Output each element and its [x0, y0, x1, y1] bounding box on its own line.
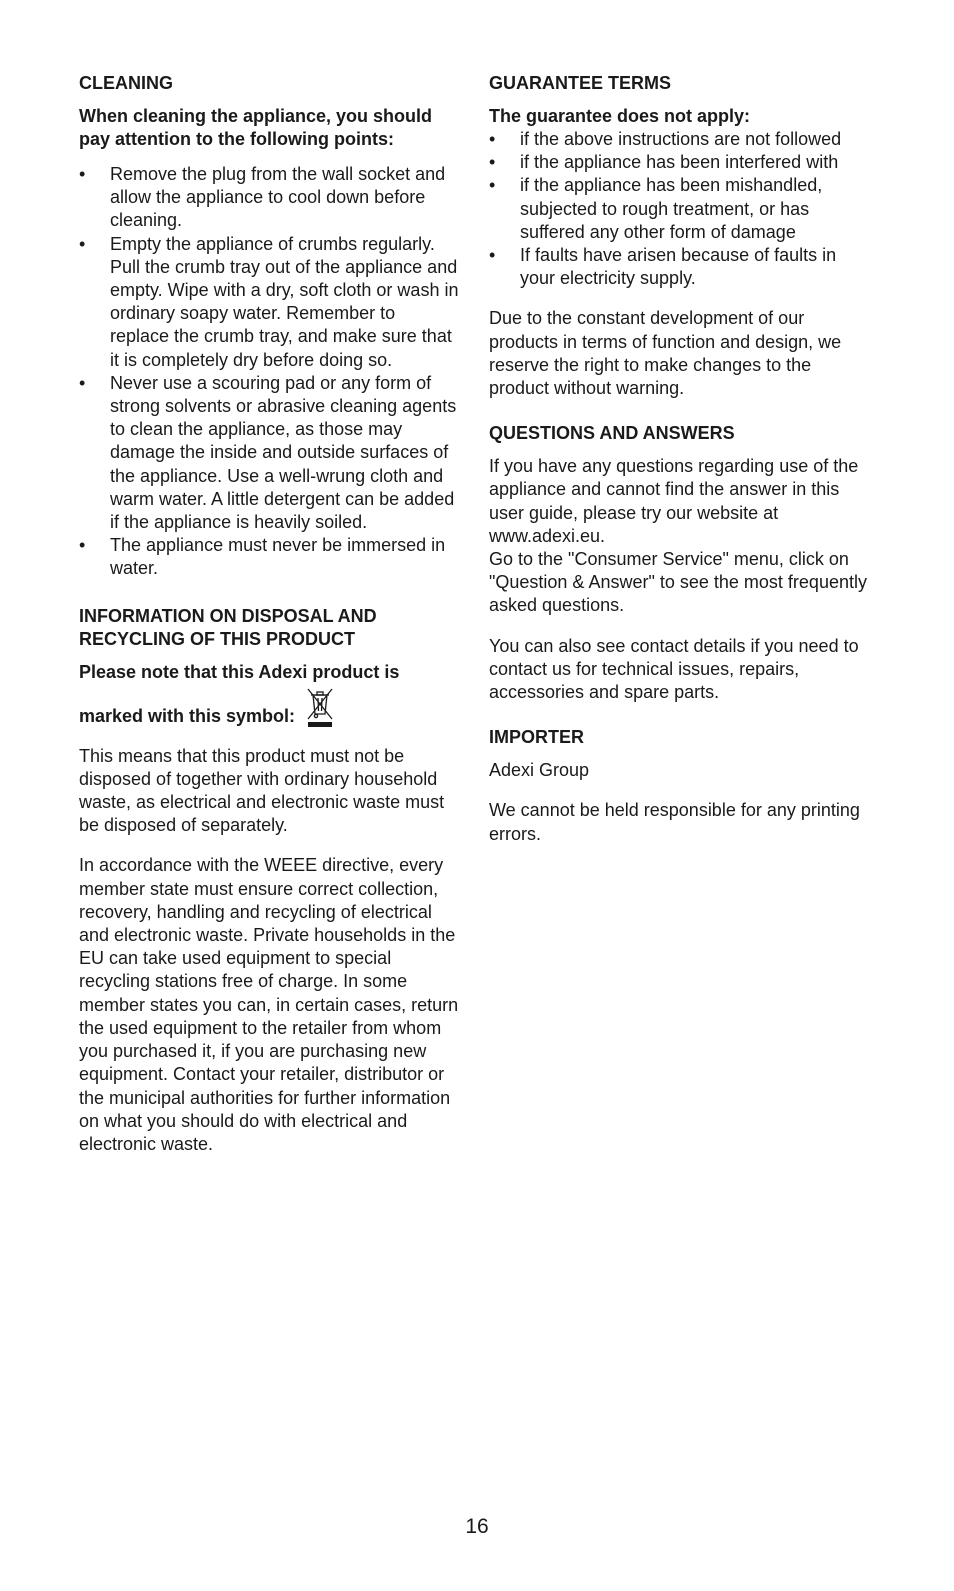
page-number: 16 — [465, 1515, 489, 1538]
qa-heading: QUESTIONS AND ANSWERS — [489, 423, 735, 444]
left-column — [79, 72, 459, 1174]
cleaning-heading: CLEANING — [79, 73, 173, 93]
list-item: • Empty the appliance of crumbs regularly. Pull the crumb tray out of the appliance and empty. Wipe with a dry, soft cloth or wash in ordinary soapy water. Remember to replace the crumb tray, and make sure that it is completely dry before doing so. — [79, 233, 459, 372]
guarantee-lead: The guarantee does not apply: — [489, 106, 751, 126]
guarantee-paragraph: Due to the constant development of our products in terms of function and design, we reserve the right to make changes to the product without warning. — [489, 308, 842, 399]
cleaning-section — [79, 72, 459, 581]
disposal-lead-2: marked with this symbol: — [79, 705, 296, 726]
list-item: • If faults have arisen because of faults in your electricity supply. — [489, 244, 874, 290]
weee-crossed-bin-icon — [305, 686, 335, 728]
qa-paragraph-2: You can also see contact details if you need to contact us for technical issues, repairs, accessories and spare parts. — [489, 635, 859, 703]
importer-name: Adexi Group — [489, 760, 590, 781]
disposal-lead-1: Please note that this Adexi product is — [79, 661, 400, 682]
list-item: • Never use a scouring pad or any form of strong solvents or abrasive cleaning agents to clean the appliance, as those may damage the inside and outside surfaces of the appliance. Use a well-wrung cloth and warm water. A little detergent can be added if the appliance is heavily soiled. — [79, 372, 459, 534]
list-item: • if the above instructions are not followed — [489, 128, 874, 151]
disposal-heading: INFORMATION ON DISPOSAL AND RECYCLING OF THIS PRODUCT — [79, 605, 377, 649]
disposal-paragraph-2: In accordance with the WEEE directive, every member state must ensure correct collection, recovery, handling and recycling of electrical and electronic waste. Private households in the EU can take used equipment to special recycling stations free of charge. In some member states you can, in certain cases, return the used equipment to the retailer from whom you purchased it, if you are purchasing new equipment. Contact your retailer, distributor or the municipal authorities for further information on what you should do with electrical and electronic waste. — [79, 855, 459, 1154]
disposal-section — [79, 605, 459, 1156]
list-item: • if the appliance has been mishandled, subjected to rough treatment, or has suffered any other form of damage — [489, 174, 874, 244]
cleaning-lead: When cleaning the appliance, you should pay attention to the following points: — [79, 106, 433, 149]
disposal-paragraph-1: This means that this product must not be disposed of together with ordinary household waste, as electrical and electronic waste must be disposed of separately. — [79, 745, 445, 836]
cleaning-list — [79, 163, 459, 581]
importer-heading: IMPORTER — [489, 727, 585, 748]
guarantee-heading: GUARANTEE TERMS — [489, 73, 672, 93]
qa-section — [489, 422, 874, 704]
importer-disclaimer: We cannot be held responsible for any printing errors. — [489, 800, 860, 844]
qa-paragraph-1b: Go to the "Consumer Service" menu, click on "Question & Answer" to see the most frequently asked questions. — [489, 549, 867, 616]
importer-section — [489, 726, 874, 846]
symbol-row — [79, 686, 459, 728]
right-column — [489, 72, 874, 864]
list-item: • if the appliance has been interfered with — [489, 151, 874, 174]
qa-paragraph-1a: If you have any questions regarding use of the appliance and cannot find the answer in this user guide, please try our website at www.adexi.eu. — [489, 456, 859, 546]
list-item: • The appliance must never be immersed in water. — [79, 534, 459, 580]
guarantee-list — [489, 128, 874, 290]
list-item: • Remove the plug from the wall socket and allow the appliance to cool down before cleaning. — [79, 163, 459, 233]
guarantee-section — [489, 72, 874, 400]
